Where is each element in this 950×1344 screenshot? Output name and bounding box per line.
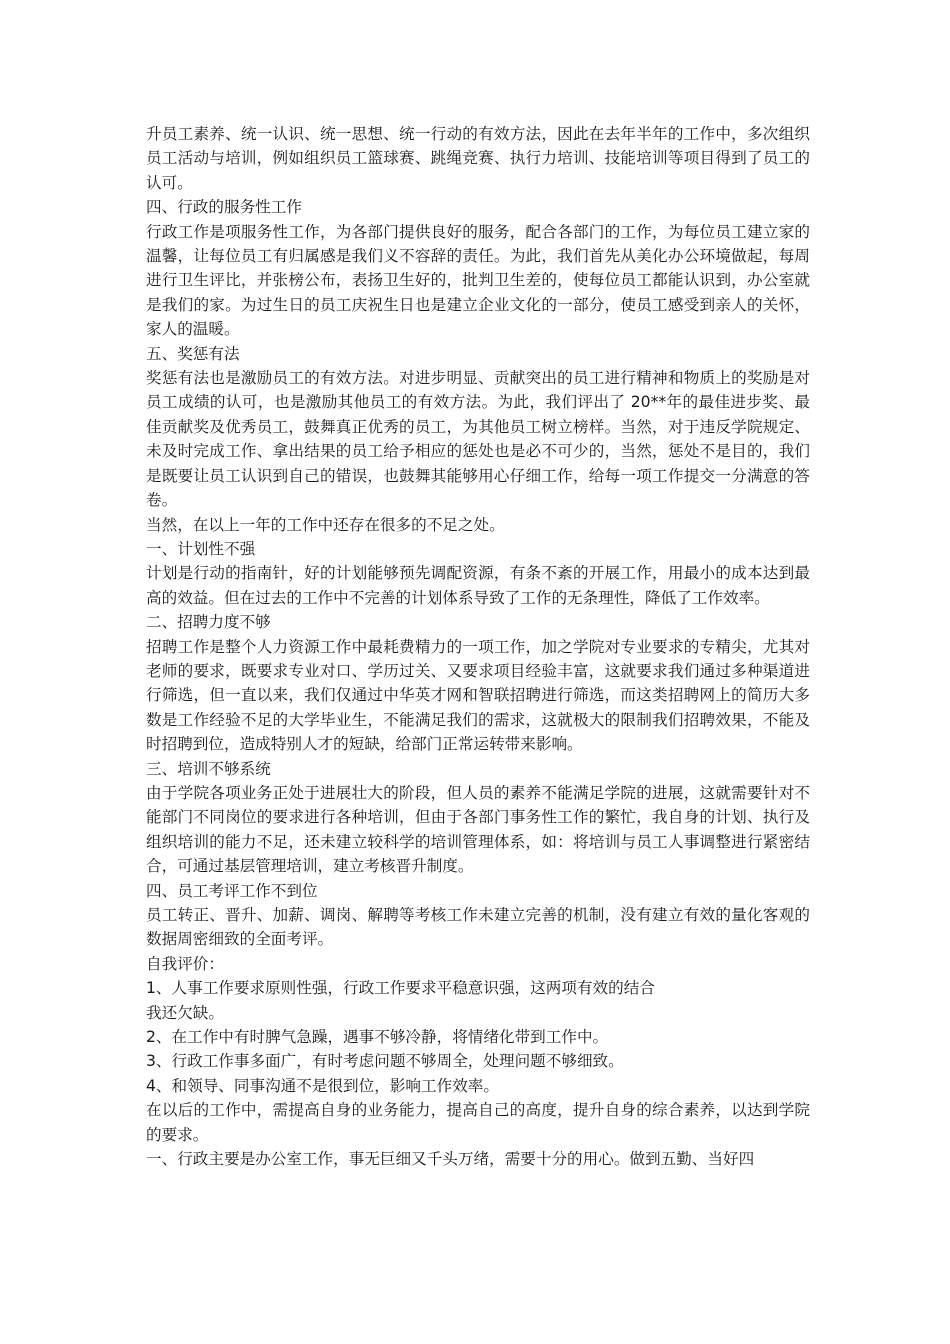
paragraph-shortcomings-intro: 当然，在以上一年的工作中还存在很多的不足之处。 <box>146 515 505 534</box>
paragraph-planning: 计划是行动的指南针，好的计划能够预先调配资源，有条不紊的开展工作，用最小的成本达到最高的效益。但在过去的工作中不完善的计划体系导致了工作的无条理性，降低了工作效率。 <box>146 564 810 607</box>
paragraph-continuation: 升员工素养、统一认识、统一思想、统一行动的有效方法，因此在去年半年的工作中，多次组织员工活动与培训，例如组织员工篮球赛、跳绳竞赛、执行力培训、技能培训等项目得到了员工的认可。 <box>146 125 810 192</box>
self-evaluation-item-1-cont: 我还欠缺。 <box>146 1003 224 1022</box>
paragraph-rewards: 奖惩有法也是激励员工的有效方法。对进步明显、贡献突出的员工进行精神和物质上的奖励是对员工成绩的认可，也是激励其他员工的有效方法。为此，我们评出了 20**年的最佳进步奖、最佳贡献奖及优秀员工，鼓舞真正优秀的员工，为其他员工树立榜样。当然，对于违反学院规定、未及时完成工作、拿出结果的员工给予相应的惩处也是必不可少的，当然，惩处不是目的，我们是既要让员工认识到自己的错误，也鼓舞其能够用心仔细工作，给每一项工作提交一分满意的答卷。 <box>146 369 810 510</box>
paragraph-future-work: 在以后的工作中，需提高自身的业务能力，提高自己的高度，提升自身的综合素养，以达到学院的要求。 <box>146 1101 810 1144</box>
paragraph-recruitment: 招聘工作是整个人力资源工作中最耗费精力的一项工作，加之学院对专业要求的专精尖，尤其对老师的要求，既要求专业对口、学历过关、又要求项目经验丰富，这就要求我们通过多种渠道进行筛选，但一直以来，我们仅通过中华英才网和智联招聘进行筛选，而这类招聘网上的简历大多数是工作经验不足的大学毕业生，不能满足我们的需求，这就极大的限制我们招聘效果，不能及时招聘到位，造成特别人才的短缺，给部门正常运转带来影响。 <box>146 637 810 754</box>
self-evaluation-heading: 自我评价： <box>146 954 224 973</box>
paragraph-training: 由于学院各项业务正处于进展壮大的阶段，但人员的素养不能满足学院的进展，这就需要针对不能部门不同岗位的要求进行各种培训，但由于各部门事务性工作的繁忙，我自身的计划、执行及组织培训的能力不足，还未建立较科学的培训管理体系，如：将培训与员工人事调整进行紧密结合，可通过基层管理培训，建立考核晋升制度。 <box>146 783 810 876</box>
section-heading-evaluation: 四、员工考评工作不到位 <box>146 881 318 900</box>
section-heading-planning: 一、计划性不强 <box>146 539 256 558</box>
section-heading-admin-service: 四、行政的服务性工作 <box>146 198 302 217</box>
section-heading-training: 三、培训不够系统 <box>146 759 271 778</box>
section-heading-rewards: 五、奖惩有法 <box>146 344 240 363</box>
self-evaluation-item-3: 3、行政工作事多面广，有时考虑问题不够周全，处理问题不够细致。 <box>146 1052 624 1071</box>
document-body <box>146 122 810 1171</box>
paragraph-admin-office-work: 一、行政主要是办公室工作，事无巨细又千头万绪，需要十分的用心。做到五勤、当好四 <box>146 1150 755 1169</box>
paragraph-evaluation: 员工转正、晋升、加薪、调岗、解聘等考核工作未建立完善的机制，没有建立有效的量化客观的数据周密细致的全面考评。 <box>146 906 810 949</box>
section-heading-recruitment: 二、招聘力度不够 <box>146 613 271 632</box>
self-evaluation-item-2: 2、在工作中有时脾气急躁，遇事不够冷静，将情绪化带到工作中。 <box>146 1028 609 1047</box>
self-evaluation-item-4: 4、和领导、同事沟通不是很到位，影响工作效率。 <box>146 1076 499 1095</box>
paragraph-admin-service: 行政工作是项服务性工作，为各部门提供良好的服务，配合各部门的工作，为每位员工建立家的温馨，让每位员工有归属感是我们义不容辞的责任。为此，我们首先从美化办公环境做起，每周进行卫生评比，并张榜公布，表扬卫生好的，批判卫生差的，使每位员工都能认识到，办公室就是我们的家。为过生日的员工庆祝生日也是建立企业文化的一部分，使员工感受到亲人的关怀，家人的温暖。 <box>146 222 810 339</box>
self-evaluation-item-1: 1、人事工作要求原则性强，行政工作要求平稳意识强，这两项有效的结合 <box>146 979 655 998</box>
